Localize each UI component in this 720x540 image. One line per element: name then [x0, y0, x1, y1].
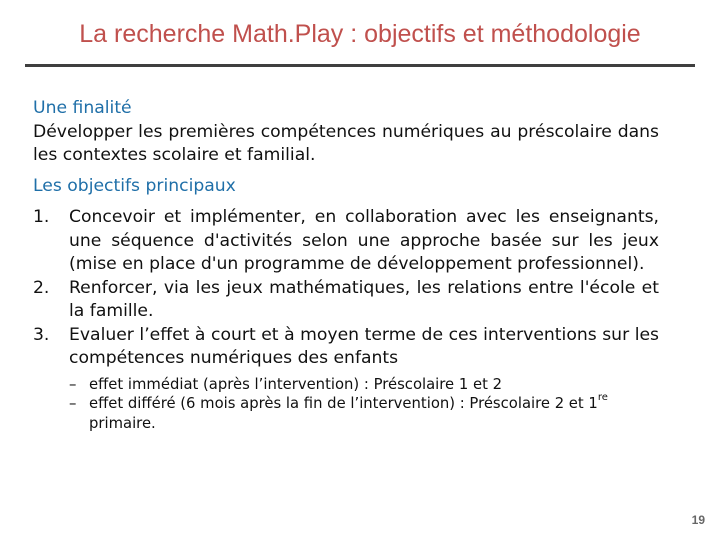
list-item-number: 2. — [33, 277, 50, 298]
sublist-item-text: effet différé (6 mois après la fin de l’intervention) : Préscolaire 2 et 1 — [89, 395, 598, 412]
list-item — [33, 277, 659, 324]
slide-title: La recherche Math.Play : objectifs et méthodologie — [79, 20, 641, 48]
effect-sublist — [33, 375, 659, 434]
list-item — [33, 324, 659, 371]
sublist-item-text-end: primaire. — [89, 414, 156, 432]
sublist-item — [33, 375, 659, 395]
section-heading-finalite: Une finalité — [33, 98, 132, 118]
list-item-text: Renforcer, via les jeux mathématiques, les relations entre l'école et la famille. — [69, 277, 659, 321]
sublist-item-text: effet immédiat (après l’intervention) : Préscolaire 1 et 2 — [89, 375, 502, 393]
finalite-text: Développer les premières compétences numériques au préscolaire dans les contextes scolaire et familial. — [33, 121, 659, 165]
list-item — [33, 206, 659, 277]
objectives-list — [33, 206, 659, 371]
list-item-text: Evaluer l’effet à court et à moyen terme de ces interventions sur les compétences numériques des enfants — [69, 324, 659, 368]
page-number: 19 — [691, 513, 705, 527]
sublist-item — [33, 394, 659, 433]
section-heading-objectifs: Les objectifs principaux — [33, 175, 236, 196]
dash-bullet: – — [69, 375, 77, 393]
superscript: re — [597, 392, 608, 404]
list-item-text: Concevoir et implémenter, en collaboration avec les enseignants, une séquence d'activités selon une approche basée sur les jeux (mise en place d'un programme de développement professionnel). — [69, 207, 659, 274]
list-item-number: 1. — [33, 207, 50, 227]
slide-body — [33, 97, 659, 433]
dash-bullet: – — [69, 395, 77, 412]
list-item-number: 3. — [33, 324, 50, 345]
title-divider — [25, 64, 695, 67]
